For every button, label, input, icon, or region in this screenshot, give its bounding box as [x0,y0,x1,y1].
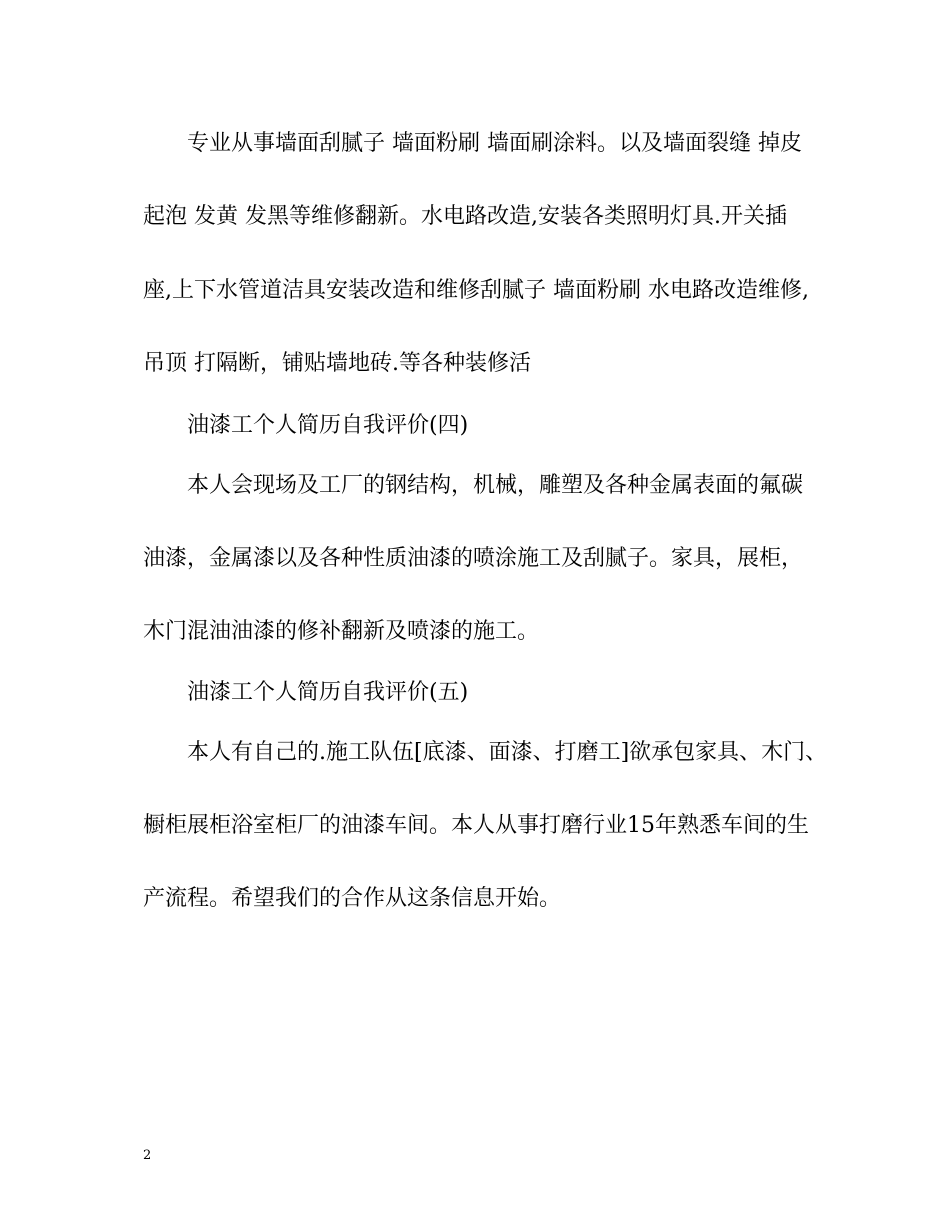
page-number: 2 [143,1148,152,1163]
paragraph-line: 橱柜展柜浴室柜厂的油漆车间。本人从事打磨行业15年熟悉车间的生 [143,813,809,838]
section-heading: 油漆工个人简历自我评价(四) [187,413,469,438]
paragraph-line: 本人会现场及工厂的钢结构，机械，雕塑及各种金属表面的氟碳 [187,473,804,498]
paragraph-line: 起泡 发黄 发黑等维修翻新。水电路改造,安装各类照明灯具.开关插 [143,204,787,229]
paragraph-line: 座,上下水管道洁具安装改造和维修刮腻子 墙面粉刷 水电路改造维修, [143,278,809,303]
paragraph-line: 本人有自己的.施工队伍[底漆、面漆、打磨工]欲承包家具、木门、 [187,740,828,765]
paragraph-line: 吊顶 打隔断，铺贴墙地砖.等各种装修活 [143,351,531,376]
paragraph-line: 木门混油油漆的修补翻新及喷漆的施工。 [143,619,540,644]
paragraph-line: 产流程。希望我们的合作从这条信息开始。 [143,886,562,911]
paragraph-line: 油漆，金属漆以及各种性质油漆的喷涂施工及刮腻子。家具，展柜， [143,546,804,571]
paragraph-line: 专业从事墙面刮腻子 墙面粉刷 墙面刷涂料。以及墙面裂缝 掉皮 [187,131,802,156]
section-heading: 油漆工个人简历自我评价(五) [187,680,469,705]
